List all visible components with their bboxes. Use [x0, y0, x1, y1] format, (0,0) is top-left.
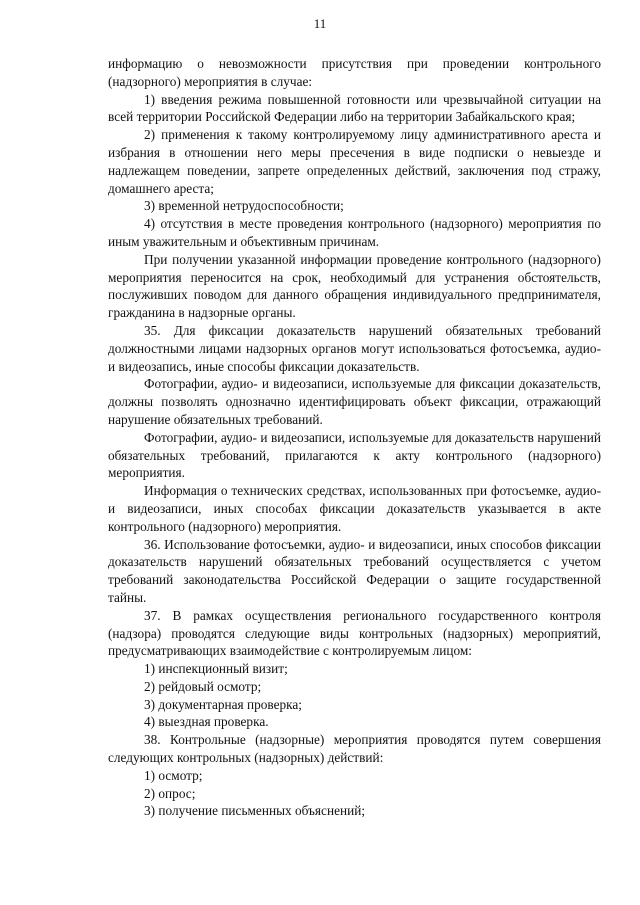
list-item-survey: 2) опрос;	[144, 785, 196, 801]
paragraph-intro: информацию о невозможности присутствия при проведении контрольного (надзорного) мероприятия в случае:	[108, 56, 601, 89]
paragraph-section-35: 35. Для фиксации доказательств нарушений обязательных требований должностными лицами надзорных органов могут использоваться фотосъемка, аудио- и видеозапись, иные способы фиксации доказательств.	[108, 322, 601, 374]
list-item-inspection-visit: 1) инспекционный визит;	[144, 661, 288, 677]
paragraph-section-38: 38. Контрольные (надзорные) мероприятия проводятся путем совершения следующих контрольных (надзорных) действий:	[108, 732, 601, 766]
paragraph-photos-attached: Фотографии, аудио- и видеозаписи, используемые для доказательств нарушений обязательных требований, прилагаются к акту контрольного (надзорного) мероприятия.	[108, 429, 601, 481]
paragraph-section-37: 37. В рамках осуществления регионального государственного контроля (надзора) проводятся следующие виды контрольных (надзорных) мероприятий, предусматривающих взаимодействие с контролируемым лицом:	[108, 607, 601, 659]
list-item-documentary-check: 3) документарная проверка;	[144, 696, 302, 712]
list-item-written-explanations: 3) получение письменных объяснений;	[144, 803, 366, 819]
document-body	[108, 55, 601, 820]
paragraph-item-2: 2) применения к такому контролируемому лицу административного ареста и избрания в отношении него меры пресечения в виде подписки о невыезде и надлежащем поведении, запрете определенных действий, заключения под стражу, домашнего ареста;	[108, 127, 601, 196]
list-item-examination: 1) осмотр;	[144, 767, 203, 783]
paragraph-postponement: При получении указанной информации проведение контрольного (надзорного) мероприятия переносится на срок, необходимый для устранения обстоятельств, послуживших поводом для данного обращения индивидуального предпринимателя, гражданина в надзорные органы.	[108, 251, 601, 321]
paragraph-item-1: 1) введения режима повышенной готовности или чрезвычайной ситуации на всей территории Российской Федерации либо на территории Забайкальского края;	[108, 91, 601, 125]
paragraph-item-3: 3) временной нетрудоспособности;	[144, 198, 344, 214]
paragraph-section-36: 36. Использование фотосъемки, аудио- и видеозаписи, иных способов фиксации доказательств нарушений обязательных требований осуществляется с учетом требований законодательства Российской Федерации о защите государственной тайны.	[108, 536, 601, 605]
page-number: 11	[313, 16, 327, 31]
paragraph-item-4: 4) отсутствия в месте проведения контрольного (надзорного) мероприятия по иным уважительным и объективным причинам.	[108, 216, 601, 249]
list-item-field-check: 4) выездная проверка.	[144, 714, 269, 730]
list-item-raid-inspection: 2) рейдовый осмотр;	[144, 678, 262, 694]
paragraph-technical-means: Информация о технических средствах, использованных при фотосъемке, аудио- и видеозаписи, иных способах фиксации доказательств указывается в акте контрольного (надзорного) мероприятия.	[108, 483, 601, 534]
paragraph-photos-identification: Фотографии, аудио- и видеозаписи, используемые для фиксации доказательств, должны позволять однозначно идентифицировать объект фиксации, отражающий нарушение обязательных требований.	[108, 376, 601, 427]
